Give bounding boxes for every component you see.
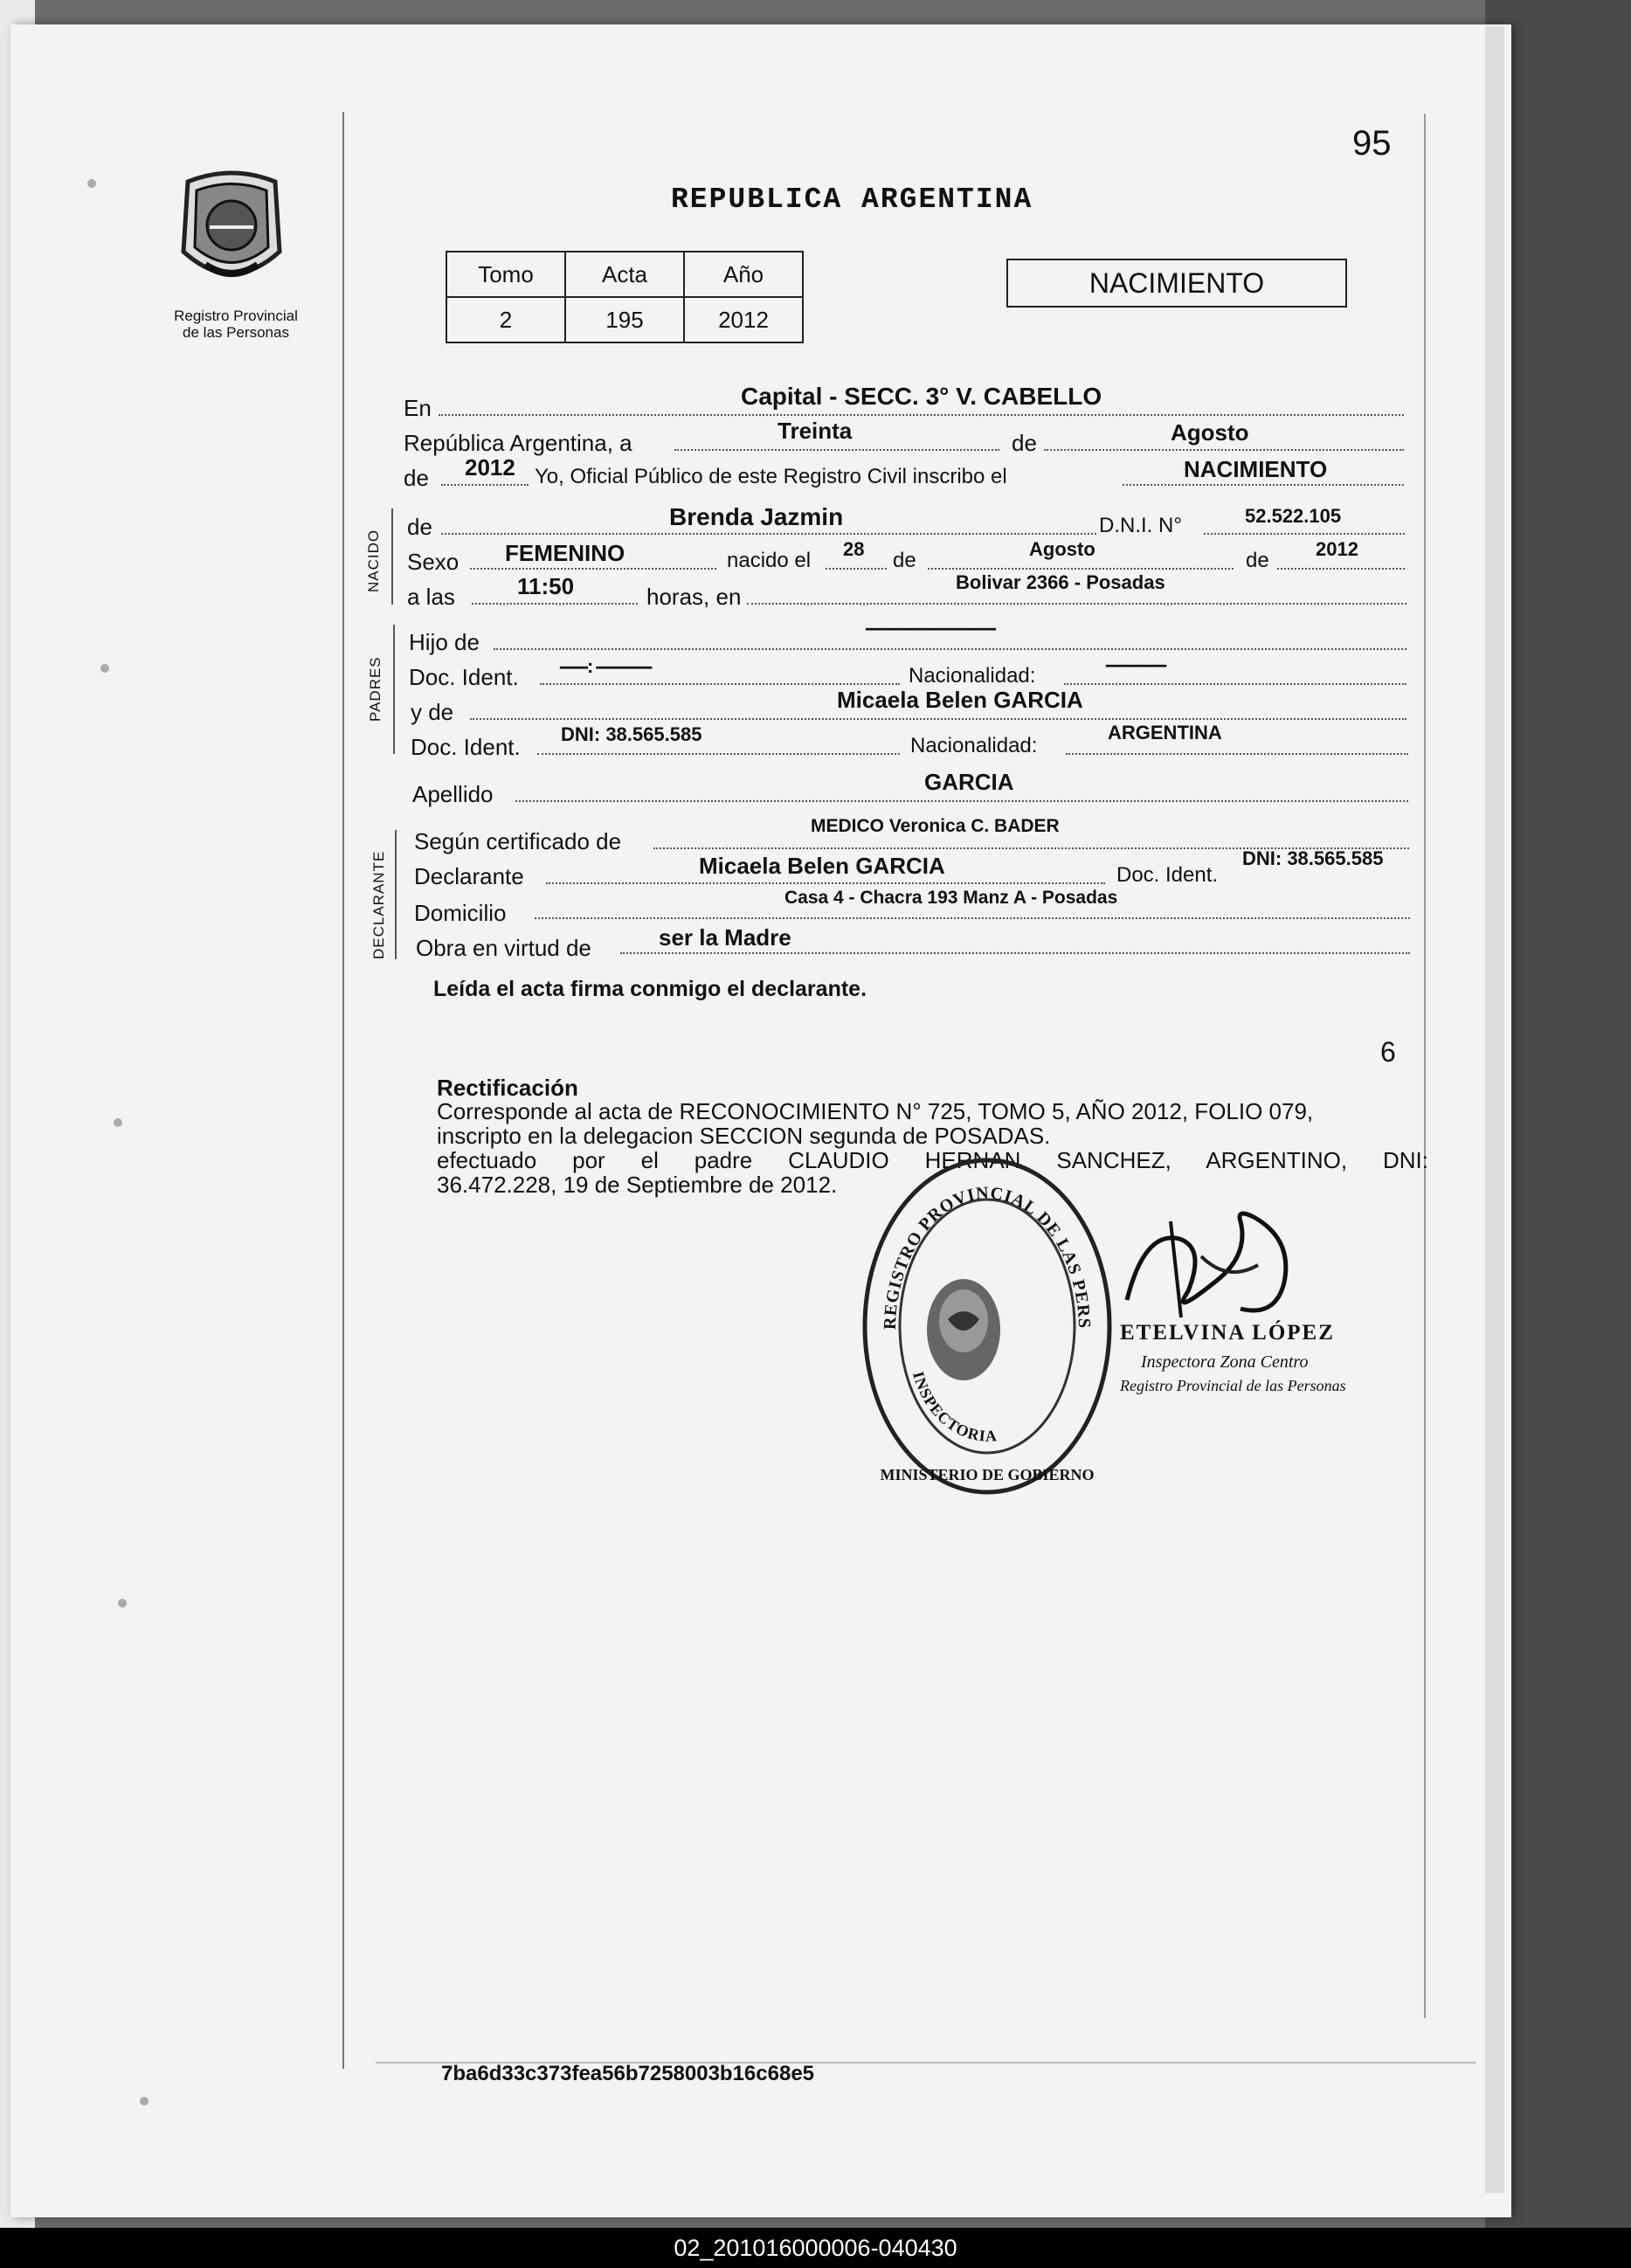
binder-hole (87, 179, 96, 188)
label-declarante: Declarante (414, 863, 524, 889)
stamp-inner-text: INSPECTORIA (909, 1369, 999, 1445)
section-bar-padres (393, 625, 395, 754)
dotted-line (441, 484, 529, 486)
dotted-line (826, 568, 887, 570)
left-margin-rule (342, 112, 344, 2069)
label-republica: República Argentina, a (404, 430, 632, 456)
value-nac2: ARGENTINA (1108, 722, 1222, 743)
value-day: Treinta (777, 418, 853, 444)
dotted-line (1044, 449, 1404, 451)
dotted-line (470, 718, 1406, 720)
label-hijo-de: Hijo de (409, 629, 480, 655)
value-birth-month: Agosto (1029, 538, 1095, 560)
dotted-line (537, 753, 900, 755)
label-de2: de (404, 465, 429, 491)
dotted-line (540, 683, 900, 685)
dotted-line (515, 800, 1408, 802)
label-apellido: Apellido (412, 781, 494, 807)
label-de4: de (893, 549, 916, 572)
value-month: Agosto (1171, 419, 1249, 446)
dotted-line (1123, 484, 1404, 486)
value-birth-day: 28 (843, 538, 865, 560)
rectificacion-line1: Corresponde al acta de RECONOCIMIENTO N° 725, TOMO 5, AÑO 2012, FOLIO 079, (437, 1098, 1314, 1124)
value-name: Brenda Jazmin (669, 503, 844, 530)
signatory-role: Inspectora Zona Centro (1141, 1352, 1309, 1372)
value-dni: 52.522.105 (1245, 505, 1342, 527)
annotation-number: 6 (1380, 1036, 1396, 1068)
record-type-box: NACIMIENTO (1006, 259, 1347, 308)
value-segun: MEDICO Veronica C. BADER (811, 816, 1060, 836)
value-inscribe: NACIMIENTO (1184, 456, 1328, 482)
label-nacionalidad2: Nacionalidad: (910, 734, 1038, 757)
dotted-line (535, 917, 1410, 919)
label-sexo: Sexo (407, 549, 460, 575)
record-table (446, 251, 804, 343)
value-obra: ser la Madre (659, 924, 791, 951)
right-margin-rule (1424, 114, 1426, 2018)
table-header-acta: Acta (565, 252, 684, 297)
page-number: 95 (1352, 124, 1392, 162)
label-y-de: y de (411, 699, 454, 725)
section-bar-declarante (395, 830, 397, 959)
document-title: REPUBLICA ARGENTINA (671, 183, 1033, 216)
dotted-line (1204, 533, 1405, 535)
label-de: de (1012, 430, 1037, 456)
value-en: Capital - SECC. 3° V. CABELLO (741, 383, 1102, 410)
value-birth-year: 2012 (1316, 538, 1358, 560)
value-doc2: DNI: 38.565.585 (561, 723, 702, 745)
table-header-ano: Año (684, 252, 803, 297)
rectificacion-line2: inscripto en la delegacion SECCION segunda de POSADAS. (437, 1123, 1051, 1149)
dotted-line (439, 414, 1404, 416)
label-doc-ident2: Doc. Ident. (411, 734, 521, 760)
signatory-name: ETELVINA LÓPEZ (1120, 1321, 1335, 1345)
value-doc1: ------: ------------ (559, 655, 652, 677)
province-seal-logo (170, 164, 293, 295)
rectificacion-heading: Rectificación (437, 1075, 578, 1101)
label-de3: de (407, 514, 432, 540)
label-domicilio: Domicilio (414, 900, 507, 926)
dotted-line (1277, 568, 1405, 570)
binder-hole (100, 664, 109, 673)
value-year: 2012 (465, 454, 515, 481)
binder-hole (118, 1599, 127, 1608)
stamp-bottom-text: MINISTERIO DE GOBIERNO (880, 1466, 1095, 1483)
dotted-line (546, 882, 1105, 884)
label-horas-en: horas, en (646, 584, 742, 610)
dotted-line (747, 603, 1406, 605)
rectificacion-line4: 36.472.228, 19 de Septiembre de 2012. (437, 1172, 838, 1198)
section-bar-nacido (391, 508, 393, 605)
value-hora: 11:50 (517, 573, 575, 599)
label-doc-ident: Doc. Ident. (409, 664, 519, 690)
label-nacido-el: nacido el (727, 549, 812, 572)
dotted-line (674, 449, 999, 451)
dotted-line (494, 648, 1406, 650)
section-label-nacido: NACIDO (365, 529, 382, 592)
logo-caption-line2: de las Personas (183, 324, 289, 341)
value-domicilio: Casa 4 - Chacra 193 Manz A - Posadas (784, 888, 1118, 908)
label-a-las: a las (407, 584, 455, 610)
document-hash: 7ba6d33c373fea56b7258003b16c68e5 (441, 2062, 815, 2085)
binder-hole (140, 2097, 149, 2106)
table-cell-tomo: 2 (446, 297, 565, 342)
table-header-tomo: Tomo (446, 252, 565, 297)
label-doc-ident3: Doc. Ident. (1116, 863, 1219, 887)
svg-text:INSPECTORIA (909, 1370, 998, 1445)
value-declarante: Micaela Belen GARCIA (699, 853, 945, 879)
section-label-padres: PADRES (367, 656, 384, 722)
label-dni: D.N.I. N° (1099, 514, 1182, 537)
dotted-line (1066, 753, 1408, 755)
rectificacion-line3: efectuado por el padre CLAUDIO HERNAN SANCHEZ, ARGENTINO, DNI: (437, 1147, 1428, 1173)
stamp-ring-text: REGISTRO PROVINCIAL DE LAS PERS (880, 1183, 1095, 1331)
dotted-line (441, 533, 1096, 535)
signatory-org: Registro Provincial de las Personas (1120, 1377, 1346, 1394)
leida-statement: Leída el acta firma conmigo el declarante. (433, 977, 867, 1001)
dotted-line (1064, 683, 1406, 685)
dotted-line (928, 568, 1234, 570)
logo-caption-line1: Registro Provincial (174, 308, 298, 324)
official-stamp (860, 1155, 1114, 1497)
dotted-line (472, 603, 638, 605)
value-nac1: ------------- (1105, 653, 1166, 675)
page-edge (1485, 26, 1504, 2193)
label-de5: de (1246, 549, 1269, 572)
value-lugar: Bolivar 2366 - Posadas (956, 571, 1165, 593)
oficial-text: Yo, Oficial Público de este Registro Civil inscribo el (535, 465, 1007, 488)
value-madre: Micaela Belen GARCIA (837, 687, 1083, 713)
section-label-declarante: DECLARANTE (370, 850, 387, 959)
label-segun: Según certificado de (414, 828, 622, 854)
handwritten-signature (1118, 1204, 1345, 1335)
binder-hole (114, 1118, 122, 1127)
label-obra: Obra en virtud de (416, 935, 591, 961)
value-hijo-de: ---------------------------- (865, 617, 996, 639)
dotted-line (620, 952, 1410, 954)
label-en: En (404, 395, 432, 421)
label-nacionalidad: Nacionalidad: (909, 664, 1036, 688)
image-caption: 02_201016000006-040430 (0, 2228, 1631, 2268)
table-cell-ano: 2012 (684, 297, 803, 342)
value-doc3: DNI: 38.565.585 (1242, 847, 1384, 869)
value-apellido: GARCIA (924, 769, 1014, 795)
value-sexo: FEMENINO (505, 540, 625, 566)
dotted-line (470, 568, 716, 570)
logo-caption (149, 308, 323, 341)
table-cell-acta: 195 (565, 297, 684, 342)
